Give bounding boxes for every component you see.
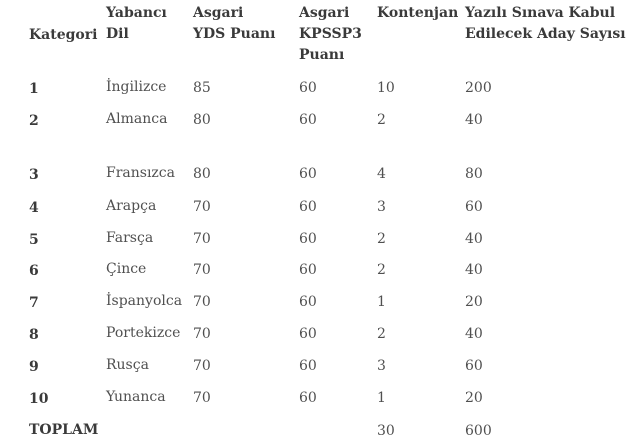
row-8-kpss: 60 bbox=[299, 326, 317, 342]
row-3-kpss: 60 bbox=[299, 166, 317, 182]
row-5-category: 5 bbox=[29, 232, 39, 248]
row-7-kpss: 60 bbox=[299, 294, 317, 310]
header-admitted-line1: Yazılı Sınava Kabul bbox=[465, 5, 616, 21]
row-8-quota: 2 bbox=[377, 326, 386, 342]
row-10-quota: 1 bbox=[377, 390, 386, 406]
row-7-admitted: 20 bbox=[465, 294, 483, 310]
row-1-quota: 10 bbox=[377, 80, 395, 96]
row-4-language: Arapça bbox=[106, 198, 157, 214]
row-7-quota: 1 bbox=[377, 294, 386, 310]
row-10-yds: 70 bbox=[193, 390, 211, 406]
row-6-quota: 2 bbox=[377, 262, 386, 278]
header-language-line2: Dil bbox=[106, 26, 129, 42]
header-kpss-line3: Puanı bbox=[299, 47, 345, 63]
row-7-category: 7 bbox=[29, 295, 39, 311]
row-2-admitted: 40 bbox=[465, 112, 483, 128]
row-9-quota: 3 bbox=[377, 358, 386, 374]
row-10-admitted: 20 bbox=[465, 390, 483, 406]
total-quota: 30 bbox=[377, 423, 395, 439]
row-9-language: Rusça bbox=[106, 357, 149, 373]
row-5-language: Farsça bbox=[106, 230, 154, 246]
row-10-language: Yunanca bbox=[106, 389, 166, 405]
row-4-kpss: 60 bbox=[299, 199, 317, 215]
row-5-yds: 70 bbox=[193, 231, 211, 247]
row-2-language: Almanca bbox=[106, 111, 168, 127]
row-10-category: 10 bbox=[29, 391, 49, 407]
total-admitted: 600 bbox=[465, 423, 492, 439]
row-2-yds: 80 bbox=[193, 112, 211, 128]
row-3-yds: 80 bbox=[193, 166, 211, 182]
header-kpss-line2: KPSSP3 bbox=[299, 26, 362, 42]
total-label: TOPLAM bbox=[29, 422, 99, 438]
row-8-category: 8 bbox=[29, 327, 39, 343]
row-4-admitted: 60 bbox=[465, 199, 483, 215]
row-4-yds: 70 bbox=[193, 199, 211, 215]
row-5-admitted: 40 bbox=[465, 231, 483, 247]
row-2-quota: 2 bbox=[377, 112, 386, 128]
row-6-kpss: 60 bbox=[299, 262, 317, 278]
row-9-category: 9 bbox=[29, 359, 39, 375]
row-1-admitted: 200 bbox=[465, 80, 492, 96]
header-yds-line1: Asgari bbox=[193, 5, 244, 21]
header-language-line1: Yabancı bbox=[106, 5, 167, 21]
row-9-yds: 70 bbox=[193, 358, 211, 374]
row-2-category: 2 bbox=[29, 113, 39, 129]
header-quota: Kontenjan bbox=[377, 5, 459, 21]
row-1-yds: 85 bbox=[193, 80, 211, 96]
row-3-category: 3 bbox=[29, 167, 39, 183]
row-6-admitted: 40 bbox=[465, 262, 483, 278]
row-10-kpss: 60 bbox=[299, 390, 317, 406]
row-3-language: Fransızca bbox=[106, 165, 175, 181]
row-8-language: Portekizce bbox=[106, 325, 181, 341]
row-5-quota: 2 bbox=[377, 231, 386, 247]
row-6-category: 6 bbox=[29, 263, 39, 279]
row-1-kpss: 60 bbox=[299, 80, 317, 96]
row-6-language: Çince bbox=[106, 261, 147, 277]
row-9-kpss: 60 bbox=[299, 358, 317, 374]
row-7-language: İspanyolca bbox=[106, 293, 183, 309]
row-2-kpss: 60 bbox=[299, 112, 317, 128]
row-1-category: 1 bbox=[29, 81, 39, 97]
row-8-admitted: 40 bbox=[465, 326, 483, 342]
header-kpss-line1: Asgari bbox=[299, 5, 350, 21]
header-yds-line2: YDS Puanı bbox=[193, 26, 276, 42]
row-1-language: İngilizce bbox=[106, 79, 167, 95]
row-7-yds: 70 bbox=[193, 294, 211, 310]
header-category: Kategori bbox=[29, 27, 98, 43]
row-4-category: 4 bbox=[29, 200, 39, 216]
row-8-yds: 70 bbox=[193, 326, 211, 342]
header-admitted-line2: Edilecek Aday Sayısı bbox=[465, 26, 626, 42]
row-6-yds: 70 bbox=[193, 262, 211, 278]
row-4-quota: 3 bbox=[377, 199, 386, 215]
row-3-admitted: 80 bbox=[465, 166, 483, 182]
row-5-kpss: 60 bbox=[299, 231, 317, 247]
row-3-quota: 4 bbox=[377, 166, 386, 182]
row-9-admitted: 60 bbox=[465, 358, 483, 374]
